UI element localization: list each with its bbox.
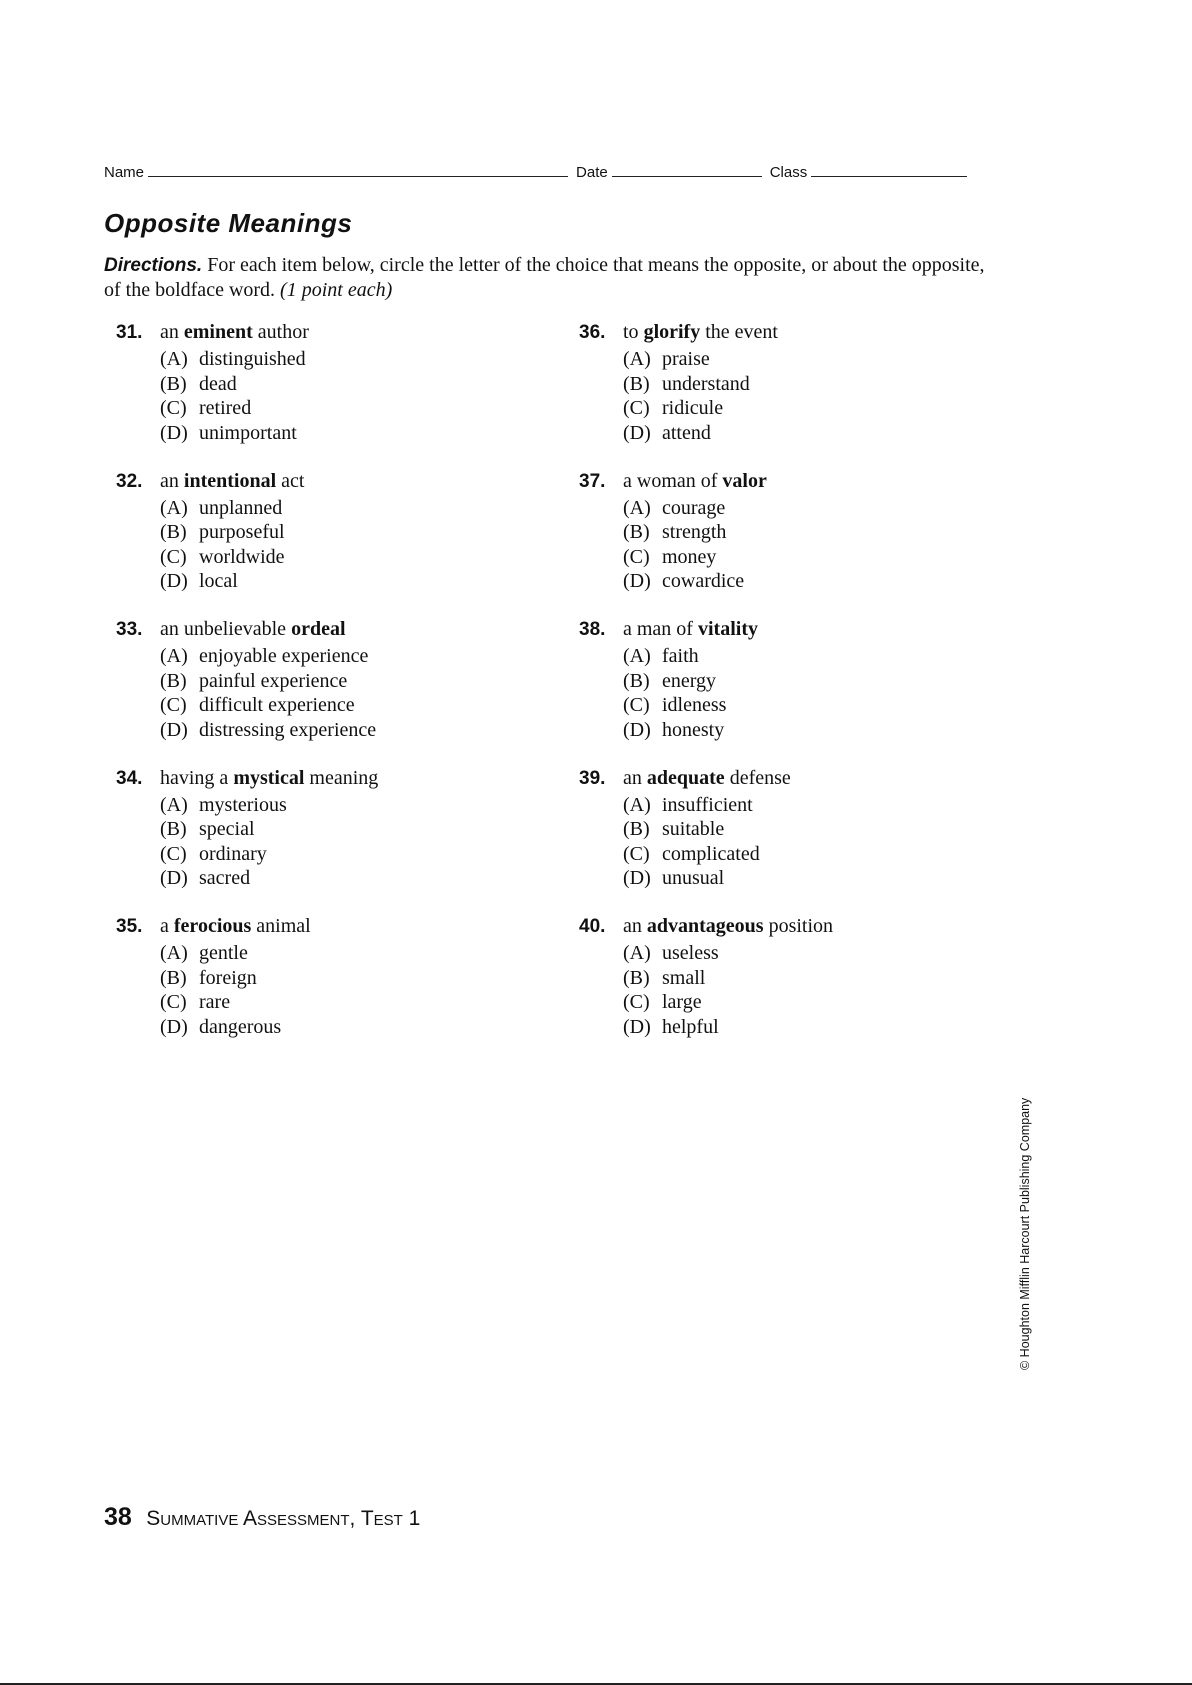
choice-letter: (A) — [160, 348, 188, 370]
choice-letter: (D) — [160, 570, 188, 593]
answer-choice[interactable] — [623, 990, 1019, 1015]
answer-choices — [623, 644, 1019, 742]
choice-text: large — [662, 991, 702, 1014]
question-number: 36. — [579, 322, 606, 343]
choice-letter: (B) — [160, 966, 187, 989]
answer-choice[interactable] — [623, 644, 1019, 669]
choice-letter: (B) — [623, 669, 650, 692]
choice-letter: (C) — [623, 545, 650, 568]
choice-text: unimportant — [199, 421, 297, 444]
directions-text: For each item below, circle the letter of the choice that means the opposite, or about the opposite, of the boldface word. — [104, 254, 985, 301]
question-stem — [579, 914, 1019, 939]
answer-choice[interactable] — [623, 569, 1019, 594]
choice-text: gentle — [199, 942, 248, 964]
choice-letter: (A) — [160, 942, 188, 964]
choice-text: dangerous — [199, 1015, 282, 1038]
answer-choice[interactable] — [623, 817, 1019, 842]
choice-letter: (C) — [160, 991, 187, 1014]
question-item — [579, 617, 1019, 766]
question-number: 35. — [116, 916, 143, 937]
stem-text-after: meaning — [304, 766, 379, 789]
choice-text: cowardice — [662, 570, 745, 593]
directions-note: (1 point each) — [280, 279, 393, 301]
answer-choice[interactable] — [160, 842, 556, 867]
left-question-column — [116, 320, 556, 1063]
choice-text: ridicule — [662, 397, 724, 420]
answer-choice[interactable] — [623, 842, 1019, 867]
answer-choice[interactable] — [160, 347, 556, 372]
choice-text: complicated — [662, 842, 760, 865]
answer-choices — [623, 941, 1019, 1039]
choice-letter: (C) — [623, 694, 650, 717]
answer-choice[interactable] — [623, 396, 1019, 421]
choice-letter: (B) — [623, 372, 650, 395]
question-stem — [579, 320, 1019, 345]
directions-label: Directions. — [104, 255, 203, 276]
answer-choice[interactable] — [160, 941, 556, 966]
choice-letter: (B) — [160, 372, 187, 395]
answer-choice[interactable] — [160, 817, 556, 842]
answer-choice[interactable] — [160, 569, 556, 594]
answer-choices — [623, 347, 1019, 445]
choice-letter: (D) — [160, 421, 188, 444]
stem-text-before: a — [160, 915, 174, 937]
choice-text: local — [199, 570, 238, 593]
question-number: 31. — [116, 322, 143, 343]
answer-choice[interactable] — [623, 347, 1019, 372]
student-info-header — [104, 159, 979, 181]
answer-choices — [160, 496, 556, 594]
boldface-word: mystical — [233, 766, 305, 789]
answer-choice[interactable] — [623, 496, 1019, 521]
stem-text-after: position — [763, 915, 834, 937]
answer-choice[interactable] — [623, 669, 1019, 694]
question-item — [579, 320, 1019, 469]
choice-letter: (D) — [623, 1015, 651, 1038]
question-item — [116, 766, 556, 915]
boldface-word: glorify — [643, 321, 701, 343]
stem-text-after: author — [252, 321, 309, 343]
stem-text-after: act — [276, 469, 305, 492]
question-number: 38. — [579, 619, 606, 640]
question-number: 40. — [579, 916, 606, 937]
answer-choice[interactable] — [160, 718, 556, 743]
question-item — [579, 766, 1019, 915]
stem-text-after: animal — [251, 915, 311, 937]
choice-text: energy — [662, 669, 717, 692]
directions — [104, 253, 1004, 303]
choice-letter: (A) — [623, 645, 651, 667]
question-item — [116, 320, 556, 469]
answer-choice[interactable] — [623, 372, 1019, 397]
choice-letter: (A) — [623, 793, 651, 816]
boldface-word: vitality — [697, 618, 758, 640]
question-stem — [116, 914, 556, 939]
answer-choices — [623, 793, 1019, 891]
choice-text: worldwide — [199, 545, 285, 568]
answer-choice[interactable] — [623, 1015, 1019, 1040]
choice-letter: (C) — [623, 397, 650, 420]
answer-choice[interactable] — [623, 793, 1019, 818]
choice-letter: (D) — [160, 867, 188, 890]
stem-text-before: an — [160, 469, 184, 492]
choice-letter: (D) — [623, 718, 651, 741]
answer-choices — [160, 347, 556, 445]
choice-text: money — [662, 545, 717, 568]
question-number: 32. — [116, 470, 143, 492]
footer-title: Summative Assessment, Test 1 — [146, 1507, 421, 1530]
boldface-word: adequate — [646, 766, 725, 789]
question-item — [116, 469, 556, 618]
choice-text: small — [662, 966, 706, 989]
stem-text-after: defense — [724, 766, 791, 789]
name-label: Name — [104, 164, 145, 181]
choice-letter: (B) — [160, 669, 187, 692]
choice-text: foreign — [199, 966, 257, 989]
boldface-word: ferocious — [173, 915, 252, 937]
stem-text-before: to — [623, 321, 644, 343]
answer-choice[interactable] — [160, 421, 556, 446]
choice-letter: (B) — [623, 521, 650, 544]
right-question-column — [579, 320, 1019, 1063]
page-title: Opposite Meanings — [104, 208, 353, 238]
choice-text: useless — [662, 942, 719, 964]
boldface-word: valor — [722, 469, 767, 492]
answer-choice[interactable] — [623, 941, 1019, 966]
page-footer — [104, 1503, 420, 1532]
boldface-word: intentional — [183, 469, 277, 492]
question-item — [116, 914, 556, 1063]
stem-text-before: a man of — [623, 618, 698, 640]
choice-letter: (C) — [623, 842, 650, 865]
answer-choice[interactable] — [623, 718, 1019, 743]
answer-choice[interactable] — [623, 866, 1019, 891]
choice-text: praise — [662, 348, 710, 370]
page-number: 38 — [104, 1503, 132, 1531]
boldface-word: advantageous — [646, 915, 764, 937]
question-number: 37. — [579, 470, 606, 492]
choice-text: faith — [662, 645, 699, 667]
stem-text-before: an — [160, 321, 184, 343]
class-label: Class — [769, 164, 808, 181]
choice-letter: (C) — [160, 397, 187, 420]
choice-text: helpful — [662, 1015, 719, 1038]
question-number: 33. — [116, 619, 143, 640]
question-stem — [116, 617, 556, 642]
choice-text: strength — [662, 521, 727, 544]
choice-text: retired — [199, 397, 252, 420]
choice-text: mysterious — [199, 793, 287, 816]
choice-text: distinguished — [199, 348, 306, 370]
answer-choice[interactable] — [160, 693, 556, 718]
choice-text: unusual — [662, 867, 725, 890]
choice-text: special — [199, 818, 255, 841]
answer-choices — [160, 644, 556, 742]
choice-text: unplanned — [199, 496, 283, 519]
choice-letter: (A) — [623, 348, 651, 370]
question-stem — [579, 766, 1019, 791]
choice-letter: (D) — [623, 867, 651, 890]
question-stem — [579, 617, 1019, 642]
answer-choice[interactable] — [160, 545, 556, 570]
choice-text: understand — [662, 372, 750, 395]
answer-choice[interactable] — [160, 644, 556, 669]
answer-choices — [623, 496, 1019, 594]
choice-letter: (B) — [160, 521, 187, 544]
answer-choice[interactable] — [160, 669, 556, 694]
choice-letter: (A) — [160, 496, 188, 519]
choice-text: courage — [662, 496, 726, 519]
choice-letter: (D) — [160, 1015, 188, 1038]
choice-letter: (C) — [160, 694, 187, 717]
boldface-word: eminent — [183, 321, 253, 343]
choice-text: purposeful — [199, 521, 285, 544]
answer-choices — [160, 941, 556, 1039]
choice-letter: (A) — [160, 645, 188, 667]
question-item — [579, 469, 1019, 618]
answer-choice[interactable] — [160, 866, 556, 891]
choice-text: honesty — [662, 718, 725, 741]
choice-text: painful experience — [199, 669, 348, 692]
answer-choice[interactable] — [160, 990, 556, 1015]
stem-text-before: an — [623, 915, 647, 937]
question-stem — [116, 766, 556, 791]
choice-letter: (C) — [160, 545, 187, 568]
choice-text: difficult experience — [199, 694, 355, 717]
question-item — [579, 914, 1019, 1063]
answer-choice[interactable] — [623, 693, 1019, 718]
choice-text: attend — [662, 421, 711, 444]
answer-choice[interactable] — [160, 793, 556, 818]
choice-text: enjoyable experience — [199, 645, 369, 667]
choice-letter: (D) — [623, 421, 651, 444]
stem-text-after: the event — [700, 321, 778, 343]
choice-letter: (C) — [160, 842, 187, 865]
answer-choice[interactable] — [160, 396, 556, 421]
choice-letter: (B) — [623, 966, 650, 989]
answer-choice[interactable] — [623, 520, 1019, 545]
choice-text: idleness — [662, 694, 727, 717]
stem-text-before: a woman of — [623, 469, 723, 492]
stem-text-before: having a — [160, 766, 234, 789]
answer-choice[interactable] — [160, 1015, 556, 1040]
question-number: 34. — [116, 767, 143, 789]
choice-letter: (D) — [623, 570, 651, 593]
answer-choice[interactable] — [160, 496, 556, 521]
answer-choice[interactable] — [160, 966, 556, 991]
question-stem — [579, 469, 1019, 494]
answer-choice[interactable] — [160, 372, 556, 397]
class-field[interactable] — [811, 175, 967, 177]
question-stem — [116, 469, 556, 494]
choice-text: distressing experience — [199, 718, 377, 741]
name-field[interactable] — [148, 175, 568, 177]
choice-letter: (B) — [160, 818, 187, 841]
choice-text: suitable — [662, 818, 725, 841]
answer-choice[interactable] — [623, 545, 1019, 570]
answer-choice[interactable] — [623, 966, 1019, 991]
question-number: 39. — [579, 767, 606, 789]
stem-text-before: an — [623, 766, 647, 789]
choice-text: sacred — [199, 867, 251, 890]
choice-letter: (A) — [160, 793, 188, 816]
copyright-notice: © Houghton Mifflin Harcourt Publishing Company — [1018, 1097, 1032, 1370]
choice-letter: (A) — [623, 942, 651, 964]
answer-choice[interactable] — [623, 421, 1019, 446]
question-stem — [116, 320, 556, 345]
date-field[interactable] — [612, 175, 762, 177]
choice-text: rare — [199, 991, 231, 1014]
choice-letter: (B) — [623, 818, 650, 841]
answer-choices — [160, 793, 556, 891]
answer-choice[interactable] — [160, 520, 556, 545]
choice-letter: (D) — [160, 718, 188, 741]
choice-letter: (C) — [623, 991, 650, 1014]
choice-text: dead — [199, 372, 237, 395]
choice-text: ordinary — [199, 842, 267, 865]
question-item — [116, 617, 556, 766]
date-label: Date — [576, 164, 608, 181]
stem-text-before: an unbelievable — [160, 618, 292, 640]
choice-letter: (A) — [623, 496, 651, 519]
boldface-word: ordeal — [291, 618, 346, 640]
choice-text: insufficient — [662, 793, 753, 816]
